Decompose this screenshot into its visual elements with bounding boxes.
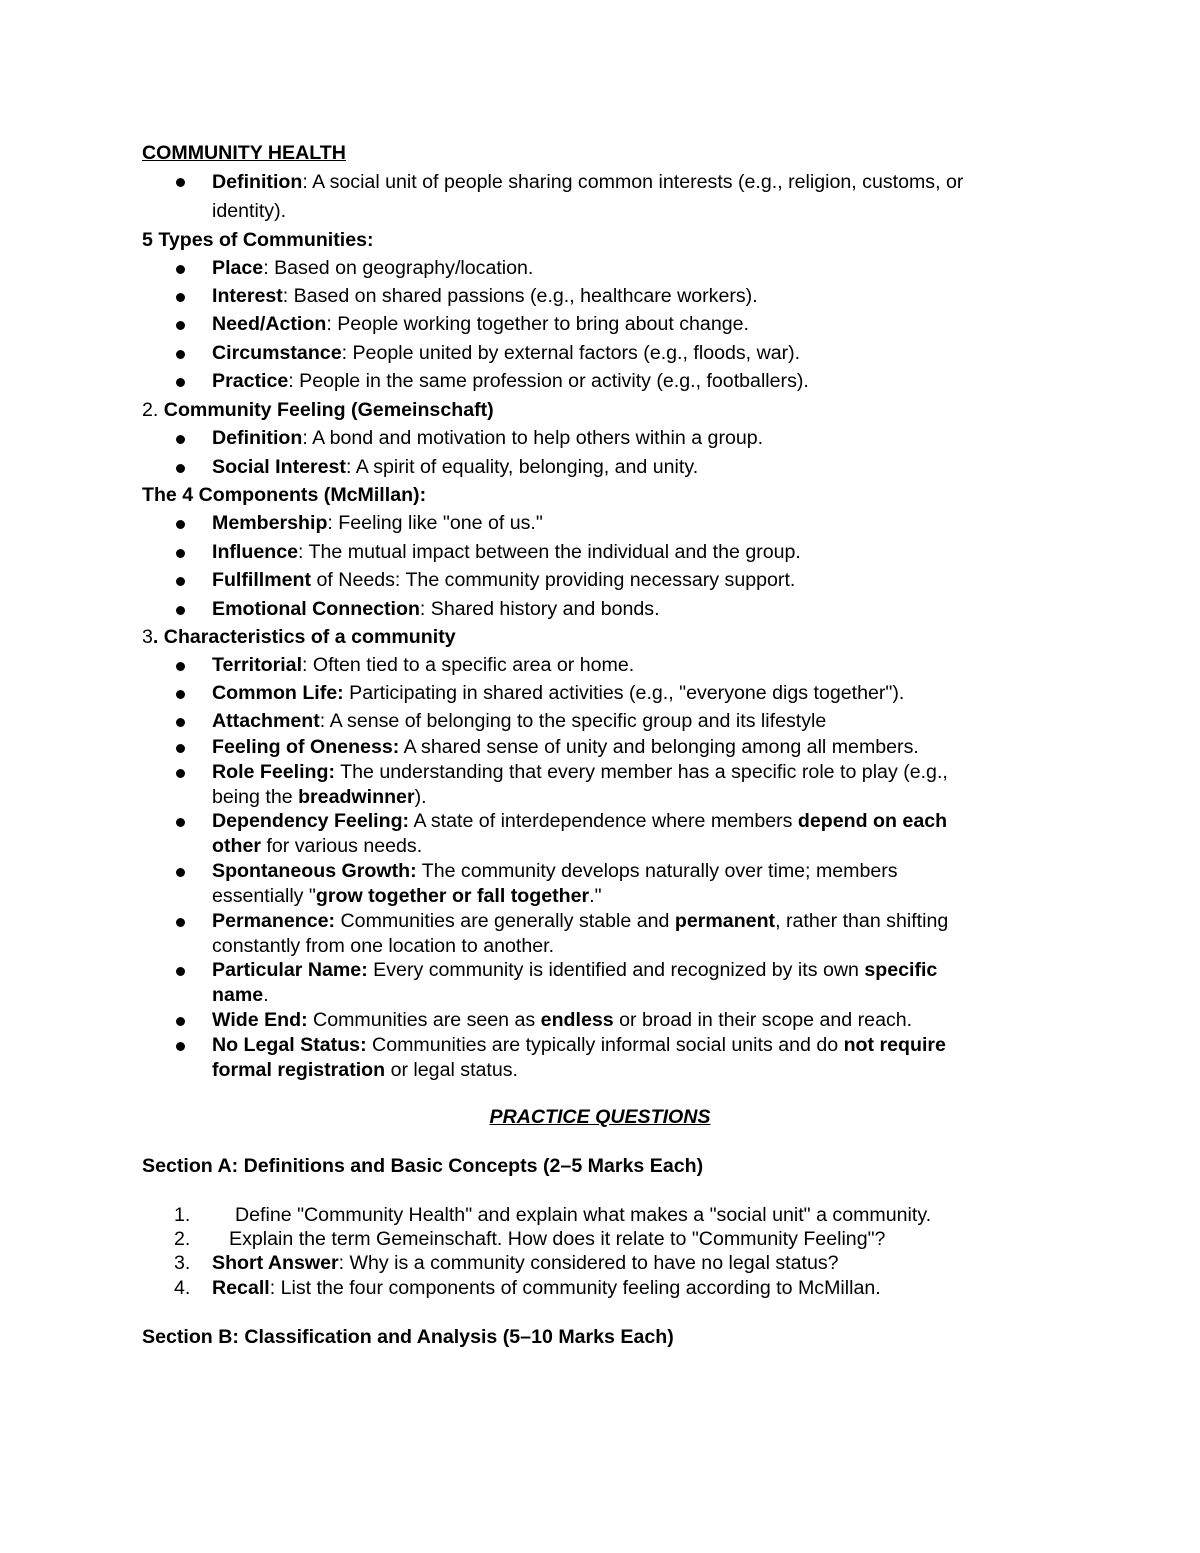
bullet-icon bbox=[176, 178, 185, 187]
list-item: Influence: The mutual impact between the individual and the group. bbox=[212, 541, 801, 563]
list-item: Social Interest: A spirit of equality, belonging, and unity. bbox=[212, 456, 699, 478]
list-item-cont: essentially "grow together or fall together." bbox=[212, 885, 602, 907]
list-item: Wide End: Communities are seen as endless or broad in their scope and reach. bbox=[212, 1009, 913, 1031]
bullet-icon bbox=[176, 321, 185, 330]
list-item-cont: constantly from one location to another. bbox=[212, 935, 555, 957]
bullet-icon bbox=[176, 350, 185, 359]
bullet-icon bbox=[176, 662, 185, 671]
bullet-icon bbox=[176, 577, 185, 586]
practice-title: PRACTICE QUESTIONS bbox=[489, 1106, 711, 1128]
list-item: Place: Based on geography/location. bbox=[212, 257, 534, 279]
components-heading: The 4 Components (McMillan): bbox=[142, 484, 427, 506]
bullet-icon bbox=[176, 520, 185, 529]
list-item: Territorial: Often tied to a specific area or home. bbox=[212, 654, 635, 676]
bullet-icon bbox=[176, 967, 185, 976]
question-number: 3. bbox=[174, 1252, 191, 1274]
list-item-cont: other for various needs. bbox=[212, 835, 423, 857]
types-heading: 5 Types of Communities: bbox=[142, 229, 374, 251]
section-a-heading: Section A: Definitions and Basic Concepts (2–5 Marks Each) bbox=[142, 1155, 704, 1177]
list-item: Common Life: Participating in shared activities (e.g., "everyone digs together"). bbox=[212, 682, 905, 704]
bullet-icon bbox=[176, 378, 185, 387]
list-item: Role Feeling: The understanding that every member has a specific role to play (e.g., bbox=[212, 761, 948, 783]
list-item: Permanence: Communities are generally stable and permanent, rather than shifting bbox=[212, 910, 949, 932]
list-item: No Legal Status: Communities are typically informal social units and do not require bbox=[212, 1034, 946, 1056]
list-item-cont: formal registration or legal status. bbox=[212, 1059, 518, 1081]
question-number: 2. bbox=[174, 1228, 191, 1250]
list-item-cont: name. bbox=[212, 984, 269, 1006]
list-item: Circumstance: People united by external factors (e.g., floods, war). bbox=[212, 342, 801, 364]
bullet-icon bbox=[176, 690, 185, 699]
bullet-icon bbox=[176, 549, 185, 558]
list-item: Need/Action: People working together to bring about change. bbox=[212, 313, 749, 335]
list-item: Spontaneous Growth: The community develops naturally over time; members bbox=[212, 860, 898, 882]
page-title: COMMUNITY HEALTH bbox=[142, 142, 346, 164]
bullet-icon bbox=[176, 1042, 185, 1051]
list-item: Membership: Feeling like "one of us." bbox=[212, 512, 543, 534]
bullet-icon bbox=[176, 744, 185, 753]
question-number: 1. bbox=[174, 1204, 191, 1226]
bullet-icon bbox=[176, 718, 185, 727]
question-item: Short Answer: Why is a community considered to have no legal status? bbox=[212, 1252, 839, 1274]
bullet-icon bbox=[176, 464, 185, 473]
definition-item: Definition: A social unit of people sharing common interests (e.g., religion, customs, or bbox=[212, 171, 964, 193]
bullet-icon bbox=[176, 435, 185, 444]
list-item-cont: being the breadwinner). bbox=[212, 786, 427, 808]
bullet-icon bbox=[176, 868, 185, 877]
question-number: 4. bbox=[174, 1277, 191, 1299]
list-item: Attachment: A sense of belonging to the specific group and its lifestyle bbox=[212, 710, 827, 732]
bullet-icon bbox=[176, 293, 185, 302]
list-item: Emotional Connection: Shared history and bonds. bbox=[212, 598, 660, 620]
bullet-icon bbox=[176, 918, 185, 927]
question-item: Explain the term Gemeinschaft. How does it relate to "Community Feeling"? bbox=[229, 1228, 886, 1250]
section-b-heading: Section B: Classification and Analysis (5–10 Marks Each) bbox=[142, 1326, 674, 1348]
list-item: Dependency Feeling: A state of interdependence where members depend on each bbox=[212, 810, 948, 832]
bullet-icon bbox=[176, 769, 185, 778]
list-item: Particular Name: Every community is identified and recognized by its own specific bbox=[212, 959, 938, 981]
bullet-icon bbox=[176, 606, 185, 615]
question-item: Define "Community Health" and explain what makes a "social unit" a community. bbox=[235, 1204, 932, 1226]
list-item: Definition: A bond and motivation to help others within a group. bbox=[212, 427, 764, 449]
characteristics-heading: 3. Characteristics of a community bbox=[142, 626, 456, 648]
bullet-icon bbox=[176, 265, 185, 274]
list-item: Interest: Based on shared passions (e.g., healthcare workers). bbox=[212, 285, 758, 307]
definition-item-cont: identity). bbox=[212, 200, 287, 222]
list-item: Fulfillment of Needs: The community providing necessary support. bbox=[212, 569, 796, 591]
list-item: Practice: People in the same profession or activity (e.g., footballers). bbox=[212, 370, 809, 392]
list-item: Feeling of Oneness: A shared sense of unity and belonging among all members. bbox=[212, 736, 919, 758]
question-item: Recall: List the four components of community feeling according to McMillan. bbox=[212, 1277, 881, 1299]
bullet-icon bbox=[176, 1017, 185, 1026]
bullet-icon bbox=[176, 818, 185, 827]
feeling-heading: 2. Community Feeling (Gemeinschaft) bbox=[142, 399, 494, 421]
